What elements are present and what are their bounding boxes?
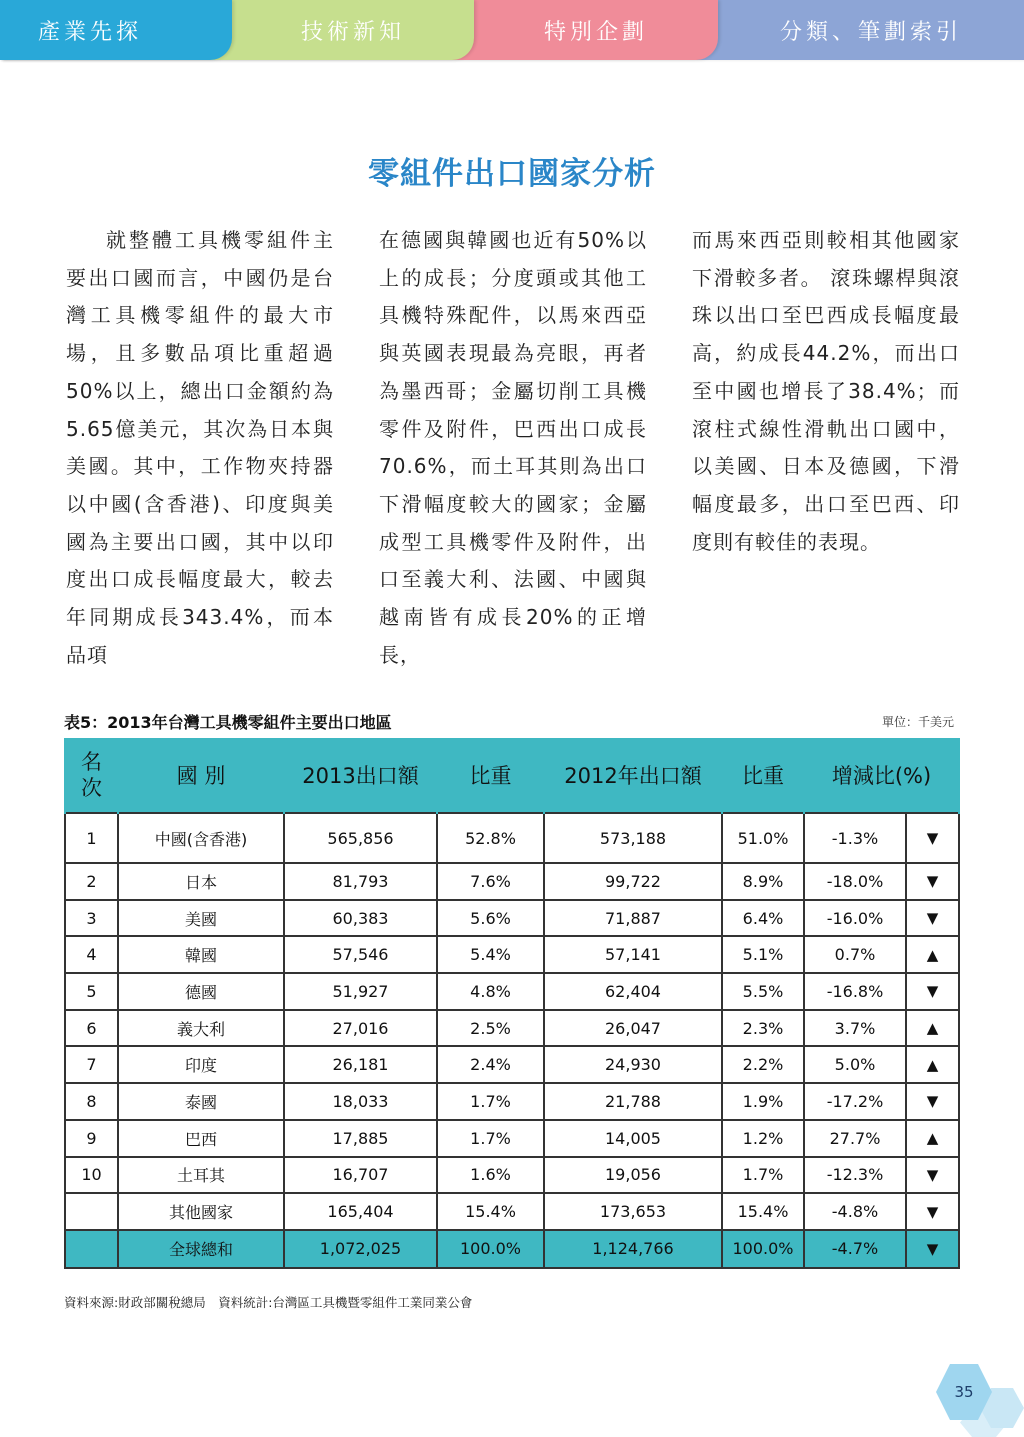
export-table	[64, 738, 960, 1269]
trend-arrow-icon: ▼	[906, 1230, 959, 1268]
share-2012-cell: 6.4%	[722, 900, 804, 937]
header-rank-label: 名次	[81, 750, 102, 800]
change-cell: -17.2%	[804, 1083, 906, 1120]
rank-cell	[65, 1193, 118, 1230]
table-row	[65, 936, 959, 973]
trend-arrow-icon: ▲	[906, 1010, 959, 1047]
change-cell: -1.3%	[804, 813, 906, 863]
table-total-row	[65, 1230, 959, 1268]
table-row	[65, 1193, 959, 1230]
export-2012-cell: 57,141	[544, 936, 722, 973]
tab-label: 特別企劃	[543, 19, 648, 45]
country-cell: 其他國家	[118, 1193, 284, 1230]
header-change: 增減比(%)	[804, 738, 959, 813]
table-row	[65, 863, 959, 900]
export-2012-cell: 1,124,766	[544, 1230, 722, 1268]
header-rank	[65, 738, 118, 813]
export-2013-cell: 17,885	[284, 1120, 437, 1157]
share-2012-cell: 2.2%	[722, 1046, 804, 1083]
article-column-2	[379, 222, 647, 674]
share-2013-cell: 2.5%	[437, 1010, 544, 1047]
country-cell: 美國	[118, 900, 284, 937]
export-2013-cell: 18,033	[284, 1083, 437, 1120]
change-cell: -4.7%	[804, 1230, 906, 1268]
paragraph: 在德國與韓國也近有50%以上的成長；分度頭或其他工具機特殊配件，以馬來西亞與英國表現最為亮眼，再者為墨西哥；金屬切削工具機零件及附件，巴西出口成長70.6%，而土耳其則為出口下滑幅度較大的國家；金屬成型工具機零件及附件，出口至義大利、法國、中國與越南皆有成長20%的正增長，	[379, 228, 647, 667]
trend-arrow-icon: ▼	[906, 1157, 959, 1194]
share-2012-cell: 100.0%	[722, 1230, 804, 1268]
share-2013-cell: 5.6%	[437, 900, 544, 937]
share-2013-cell: 100.0%	[437, 1230, 544, 1268]
country-cell: 印度	[118, 1046, 284, 1083]
rank-cell: 7	[65, 1046, 118, 1083]
share-2012-cell: 5.1%	[722, 936, 804, 973]
change-cell: -4.8%	[804, 1193, 906, 1230]
trend-arrow-icon: ▲	[906, 1120, 959, 1157]
trend-arrow-icon: ▼	[906, 1083, 959, 1120]
export-2013-cell: 565,856	[284, 813, 437, 863]
table-row	[65, 813, 959, 863]
share-2013-cell: 15.4%	[437, 1193, 544, 1230]
header-export-2013: 2013出口額	[284, 738, 437, 813]
country-cell: 土耳其	[118, 1157, 284, 1194]
country-cell: 巴西	[118, 1120, 284, 1157]
tab-label: 分類、筆劃索引	[779, 19, 962, 45]
trend-arrow-icon: ▼	[906, 813, 959, 863]
change-cell: -16.8%	[804, 973, 906, 1010]
export-2013-cell: 1,072,025	[284, 1230, 437, 1268]
share-2013-cell: 4.8%	[437, 973, 544, 1010]
rank-cell: 3	[65, 900, 118, 937]
table-source: 資料來源:財政部關稅總局 資料統計:台灣區工具機暨零組件工業同業公會	[64, 1295, 473, 1310]
export-2013-cell: 27,016	[284, 1010, 437, 1047]
rank-cell: 2	[65, 863, 118, 900]
change-cell: -18.0%	[804, 863, 906, 900]
share-2013-cell: 52.8%	[437, 813, 544, 863]
country-cell: 德國	[118, 973, 284, 1010]
export-2012-cell: 19,056	[544, 1157, 722, 1194]
paragraph: 就整體工具機零組件主要出口國而言，中國仍是台灣工具機零組件的最大市場，且多數品項比重超過50%以上，總出口金額約為5.65億美元，其次為日本與美國。其中，工作物夾持器以中國(含香港)、印度與美國為主要出口國，其中以印度出口成長幅度最大，較去年同期成長343.4%，而本品項	[66, 228, 334, 667]
export-2012-cell: 14,005	[544, 1120, 722, 1157]
country-cell: 韓國	[118, 936, 284, 973]
country-cell: 全球總和	[118, 1230, 284, 1268]
article-title: 零組件出口國家分析	[368, 156, 656, 192]
share-2013-cell: 1.7%	[437, 1083, 544, 1120]
change-cell: 27.7%	[804, 1120, 906, 1157]
change-cell: -16.0%	[804, 900, 906, 937]
share-2013-cell: 1.6%	[437, 1157, 544, 1194]
table-header-row	[65, 738, 959, 813]
header-share-2012: 比重	[722, 738, 804, 813]
share-2012-cell: 5.5%	[722, 973, 804, 1010]
export-2012-cell: 21,788	[544, 1083, 722, 1120]
share-2012-cell: 8.9%	[722, 863, 804, 900]
export-2012-cell: 71,887	[544, 900, 722, 937]
table-row	[65, 1010, 959, 1047]
export-2013-cell: 26,181	[284, 1046, 437, 1083]
article-column-3	[692, 222, 960, 561]
rank-cell: 9	[65, 1120, 118, 1157]
export-2013-cell: 165,404	[284, 1193, 437, 1230]
share-2012-cell: 1.2%	[722, 1120, 804, 1157]
share-2013-cell: 7.6%	[437, 863, 544, 900]
export-2013-cell: 60,383	[284, 900, 437, 937]
export-2012-cell: 26,047	[544, 1010, 722, 1047]
export-2013-cell: 81,793	[284, 863, 437, 900]
share-2012-cell: 51.0%	[722, 813, 804, 863]
header-share-2013: 比重	[437, 738, 544, 813]
change-cell: 5.0%	[804, 1046, 906, 1083]
export-2012-cell: 62,404	[544, 973, 722, 1010]
country-cell: 泰國	[118, 1083, 284, 1120]
share-2012-cell: 1.7%	[722, 1157, 804, 1194]
table-row	[65, 1083, 959, 1120]
rank-cell: 1	[65, 813, 118, 863]
table-row	[65, 1120, 959, 1157]
export-2012-cell: 173,653	[544, 1193, 722, 1230]
country-cell: 義大利	[118, 1010, 284, 1047]
tab-industry[interactable]	[0, 0, 232, 60]
article-column-1	[66, 222, 334, 674]
table-caption: 表5：2013年台灣工具機零組件主要出口地區	[64, 713, 392, 732]
share-2013-cell: 2.4%	[437, 1046, 544, 1083]
trend-arrow-icon: ▼	[906, 863, 959, 900]
export-2012-cell: 99,722	[544, 863, 722, 900]
export-2013-cell: 57,546	[284, 936, 437, 973]
trend-arrow-icon: ▼	[906, 900, 959, 937]
table-body	[65, 813, 959, 1268]
trend-arrow-icon: ▲	[906, 936, 959, 973]
tab-label: 產業先探	[38, 19, 143, 45]
section-tabs	[0, 0, 1024, 62]
share-2013-cell: 5.4%	[437, 936, 544, 973]
header-country: 國 別	[118, 738, 284, 813]
export-2013-cell: 51,927	[284, 973, 437, 1010]
share-2013-cell: 1.7%	[437, 1120, 544, 1157]
share-2012-cell: 15.4%	[722, 1193, 804, 1230]
export-2012-cell: 24,930	[544, 1046, 722, 1083]
trend-arrow-icon: ▼	[906, 973, 959, 1010]
tab-label: 技術新知	[300, 19, 405, 45]
country-cell: 日本	[118, 863, 284, 900]
page-number: 35	[954, 1383, 974, 1401]
table-row	[65, 900, 959, 937]
trend-arrow-icon: ▼	[906, 1193, 959, 1230]
paragraph: 而馬來西亞則較相其他國家下滑較多者。 滾珠螺桿與滾珠以出口至巴西成長幅度最高，約成長44.2%，而出口至中國也增長了38.4%；而滾柱式線性滑軌出口國中，以美國、日本及德國，下滑幅度最多，出口至巴西、印度則有較佳的表現。	[692, 228, 960, 554]
change-cell: 3.7%	[804, 1010, 906, 1047]
rank-cell	[65, 1230, 118, 1268]
table-row	[65, 1157, 959, 1194]
rank-cell: 8	[65, 1083, 118, 1120]
share-2012-cell: 2.3%	[722, 1010, 804, 1047]
trend-arrow-icon: ▲	[906, 1046, 959, 1083]
share-2012-cell: 1.9%	[722, 1083, 804, 1120]
change-cell: -12.3%	[804, 1157, 906, 1194]
change-cell: 0.7%	[804, 936, 906, 973]
table-unit: 單位：千美元	[881, 715, 954, 729]
rank-cell: 4	[65, 936, 118, 973]
table-row	[65, 1046, 959, 1083]
rank-cell: 5	[65, 973, 118, 1010]
country-cell: 中國(含香港)	[118, 813, 284, 863]
rank-cell: 10	[65, 1157, 118, 1194]
export-2012-cell: 573,188	[544, 813, 722, 863]
table-row	[65, 973, 959, 1010]
export-2013-cell: 16,707	[284, 1157, 437, 1194]
header-export-2012: 2012年出口額	[544, 738, 722, 813]
rank-cell: 6	[65, 1010, 118, 1047]
